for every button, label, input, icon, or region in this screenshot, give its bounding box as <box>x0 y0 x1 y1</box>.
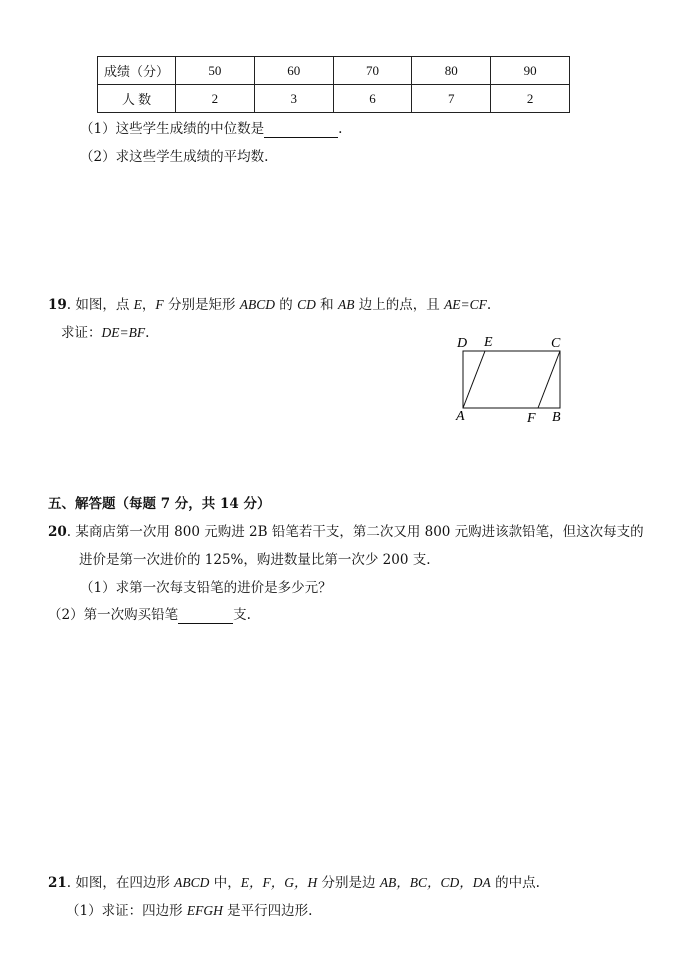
q21-statement <box>48 875 540 891</box>
section-title: 五、解答题（每题 7 分，共 14 分） <box>48 496 271 512</box>
q19-text: . 如图，点 <box>66 297 134 313</box>
table-cell: 7 <box>412 85 491 113</box>
table-cell: 6 <box>333 85 412 113</box>
q21-text: 中， <box>209 875 241 891</box>
table-cell: 50 <box>176 57 255 85</box>
q18-part1-end: . <box>338 121 343 137</box>
q19-text: . <box>486 297 492 313</box>
prove-label: 求证： <box>61 325 102 341</box>
label-f: F <box>527 411 536 426</box>
q20-line1 <box>48 524 644 540</box>
var-cd: CD <box>297 297 316 312</box>
table-cell: 80 <box>412 57 491 85</box>
q20-part2-text: （2）第一次购买铅笔 <box>48 607 179 623</box>
table-header-score: 成绩（分） <box>98 57 176 85</box>
prove-statement: DE=BF <box>101 325 146 340</box>
table-cell: 2 <box>176 85 255 113</box>
q19-text: 和 <box>315 297 338 313</box>
label-b: B <box>552 410 561 425</box>
label-e: E <box>484 335 493 350</box>
prove-end: . <box>145 325 150 341</box>
var-ab: AB <box>337 297 355 312</box>
segment-cf <box>538 351 560 408</box>
label-d: D <box>457 336 468 351</box>
table-cell: 90 <box>491 57 570 85</box>
var-f: F <box>155 297 164 312</box>
rectangle-abcd <box>463 351 560 408</box>
table-cell: 2 <box>491 85 570 113</box>
q20-part2-end: 支. <box>233 607 251 623</box>
question-number: 21 <box>48 875 67 891</box>
q21-part1-text: （1）求证：四边形 <box>66 903 187 919</box>
label-c: C <box>551 336 561 351</box>
table-cell: 70 <box>333 57 412 85</box>
table-header-count: 人 数 <box>98 85 176 113</box>
table-cell: 3 <box>254 85 333 113</box>
q21-text: 的中点. <box>490 875 540 891</box>
var-abcd: ABCD <box>174 875 210 890</box>
q20-part1: （1）求第一次每支铅笔的进价是多少元？ <box>80 580 332 596</box>
q20-part2 <box>48 607 251 624</box>
table-cell: 60 <box>254 57 333 85</box>
q18-part2: （2）求这些学生成绩的平均数. <box>80 149 269 165</box>
var-e: E <box>133 297 142 312</box>
q21-text: . 如图，在四边形 <box>66 875 175 891</box>
q19-text: 分别是矩形 <box>163 297 240 313</box>
q21-part1 <box>66 903 312 919</box>
q18-part1-text: （1）这些学生成绩的中位数是 <box>80 121 265 137</box>
q21-text: 分别是边 <box>317 875 380 891</box>
q20-text: . 某商店第一次用 800 元购进 2B 铅笔若干支，第二次又用 800 元购进该款铅笔，但这次每支的 <box>66 524 644 540</box>
q19-text: 的 <box>275 297 298 313</box>
q19-text: 边上的点，且 <box>354 297 445 313</box>
answer-blank[interactable] <box>178 607 233 624</box>
q20-line2: 进价是第一次进价的 125%，购进数量比第一次少 200 支. <box>79 552 431 568</box>
var-efgh: EFGH <box>186 903 223 918</box>
q19-text: ， <box>141 297 156 313</box>
segment-ae <box>463 351 485 408</box>
question-number: 19 <box>48 297 67 313</box>
question-number: 20 <box>48 524 67 540</box>
var-points: E，F，G，H <box>240 875 318 890</box>
q21-part1-text: 是平行四边形. <box>222 903 313 919</box>
label-a: A <box>456 409 465 424</box>
var-sides: AB，BC，CD，DA <box>379 875 491 890</box>
var-condition: AE=CF <box>444 297 487 312</box>
var-abcd: ABCD <box>239 297 276 312</box>
